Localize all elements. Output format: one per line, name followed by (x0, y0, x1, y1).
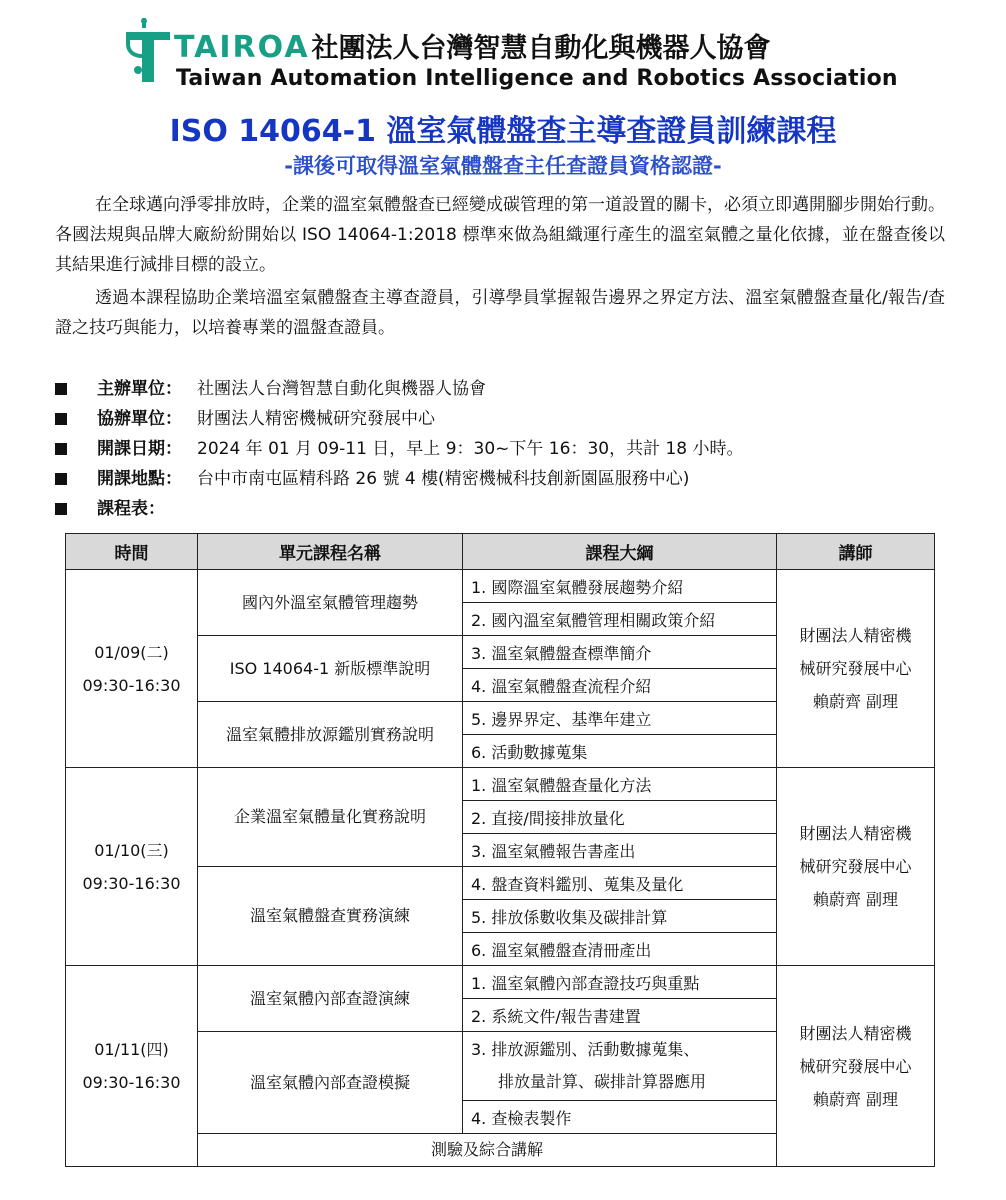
teacher-line: 財團法人精密機 (799, 1023, 912, 1043)
day-date: 01/09(二) (94, 642, 169, 662)
square-bullet-icon (55, 383, 67, 395)
final-session-cell: 測驗及綜合講解 (198, 1134, 777, 1167)
outline-cell: 5. 邊界界定、基準年建立 (463, 702, 777, 735)
teacher-line: 賴蔚齊 副理 (812, 692, 899, 711)
square-bullet-icon (55, 503, 67, 515)
table-header-row (66, 534, 935, 570)
intro-paragraph: 透過本課程協助企業培溫室氣體盤查主導查證員，引導學員掌握報告邊界之界定方法、溫室氣體盤查量化/報告/查證之技巧與能力，以培養專業的溫盤查證員。 (55, 288, 945, 338)
teacher-line: 械研究發展中心 (799, 659, 912, 678)
column-header-outline: 課程大綱 (463, 534, 777, 570)
brand-line-one (174, 26, 771, 65)
day-date: 01/11(四) (94, 1040, 169, 1059)
brand-english-name: Taiwan Automation Intelligence and Robotics Association (176, 66, 898, 91)
square-bullet-icon (55, 473, 67, 485)
table-row (66, 966, 935, 999)
outline-cell: 4. 查檢表製作 (463, 1101, 777, 1134)
page-subtitle: -課後可取得溫室氣體盤查主任查證員資格認證- (284, 154, 722, 178)
table-row (66, 768, 935, 801)
intro-paragraph: 在全球邁向淨零排放時，企業的溫室氣體盤查已經變成碳管理的第一道設置的關卡，必須立即邁開腳步開始行動。各國法規與品牌大廠紛紛開始以 ISO 14064-1:2018 標準來做為組織運行產生的溫室氣體之量化依據，並在盤查後以其結果進行減排目標的設立。 (55, 195, 945, 275)
table-row (66, 570, 935, 603)
outline-cell (463, 1032, 777, 1101)
day-hours: 09:30-16:30 (82, 1073, 181, 1092)
association-header (120, 16, 898, 96)
info-label: 開課地點： (97, 469, 182, 489)
teacher-cell (777, 966, 935, 1167)
tairoa-logo-icon (120, 18, 174, 88)
info-item-organizer (55, 374, 955, 404)
outline-cell: 2. 直接/間接排放量化 (463, 801, 777, 834)
teacher-line: 財團法人精密機 (799, 824, 912, 843)
course-schedule-table (65, 533, 935, 1167)
teacher-line: 賴蔚齊 副理 (812, 890, 899, 909)
unit-cell: ISO 14064-1 新版標準說明 (198, 636, 463, 702)
info-label: 課程表： (97, 499, 165, 519)
square-bullet-icon (55, 413, 67, 425)
outline-cell: 4. 盤查資料鑑別、蒐集及量化 (463, 867, 777, 900)
outline-cell: 3. 溫室氣體報告書產出 (463, 834, 777, 867)
unit-cell: 國內外溫室氣體管理趨勢 (198, 570, 463, 636)
course-info-list (55, 374, 955, 524)
info-label: 主辦單位： (97, 379, 182, 399)
teacher-line: 賴蔚齊 副理 (812, 1089, 899, 1109)
info-value: 社團法人台灣智慧自動化與機器人協會 (197, 379, 486, 399)
column-header-unit: 單元課程名稱 (198, 534, 463, 570)
info-label: 協辦單位： (97, 409, 182, 429)
info-item-date (55, 434, 955, 464)
unit-cell: 企業溫室氣體量化實務說明 (198, 768, 463, 867)
teacher-cell (777, 570, 935, 768)
info-label: 開課日期： (97, 439, 182, 459)
unit-cell: 溫室氣體排放源鑑別實務說明 (198, 702, 463, 768)
outline-cell: 1. 溫室氣體盤查量化方法 (463, 768, 777, 801)
teacher-line: 械研究發展中心 (799, 857, 912, 876)
column-header-teacher: 講師 (777, 534, 935, 570)
brand-chinese-name: 社團法人台灣智慧自動化與機器人協會 (311, 33, 771, 64)
column-header-time: 時間 (66, 534, 198, 570)
square-bullet-icon (55, 443, 67, 455)
outline-cell: 4. 溫室氣體盤查流程介紹 (463, 669, 777, 702)
day-hours: 09:30-16:30 (82, 675, 181, 695)
unit-cell: 溫室氣體內部查證演練 (198, 966, 463, 1032)
info-value: 2024 年 01 月 09-11 日，早上 9：30~下午 16：30，共計 18 小時。 (197, 439, 744, 459)
info-item-location (55, 464, 955, 494)
day-time-cell (66, 768, 198, 966)
unit-cell: 溫室氣體內部查證模擬 (198, 1032, 463, 1134)
day-time-cell (66, 570, 198, 768)
outline-line: 3. 排放源鑑別、活動數據蒐集、 (471, 1040, 700, 1059)
info-value: 財團法人精密機械研究發展中心 (197, 409, 435, 429)
outline-cell: 1. 國際溫室氣體發展趨勢介紹 (463, 570, 777, 603)
day-time-cell (66, 966, 198, 1167)
outline-cell: 6. 溫室氣體盤查清冊產出 (463, 933, 777, 966)
teacher-line: 械研究發展中心 (799, 1056, 912, 1076)
day-date: 01/10(三) (94, 840, 169, 860)
outline-cell: 5. 排放係數收集及碳排計算 (463, 900, 777, 933)
outline-cell: 6. 活動數據蒐集 (463, 735, 777, 768)
teacher-cell (777, 768, 935, 966)
day-hours: 09:30-16:30 (82, 873, 181, 893)
brand-acronym: TAIROA (174, 30, 310, 65)
outline-cell: 1. 溫室氣體內部查證技巧與重點 (463, 966, 777, 999)
page-title: ISO 14064-1 溫室氣體盤查主導查證員訓練課程 (169, 114, 837, 149)
teacher-line: 財團法人精密機 (799, 626, 912, 645)
outline-cell: 2. 系統文件/報告書建置 (463, 999, 777, 1032)
info-item-schedule (55, 494, 955, 524)
info-item-co-organizer (55, 404, 955, 434)
outline-line: 排放量計算、碳排計算器應用 (498, 1072, 707, 1091)
outline-cell: 2. 國內溫室氣體管理相關政策介紹 (463, 603, 777, 636)
unit-cell: 溫室氣體盤查實務演練 (198, 867, 463, 966)
info-value: 台中市南屯區精科路 26 號 4 樓(精密機械科技創新園區服務中心) (197, 469, 690, 489)
outline-cell: 3. 溫室氣體盤查標準簡介 (463, 636, 777, 669)
